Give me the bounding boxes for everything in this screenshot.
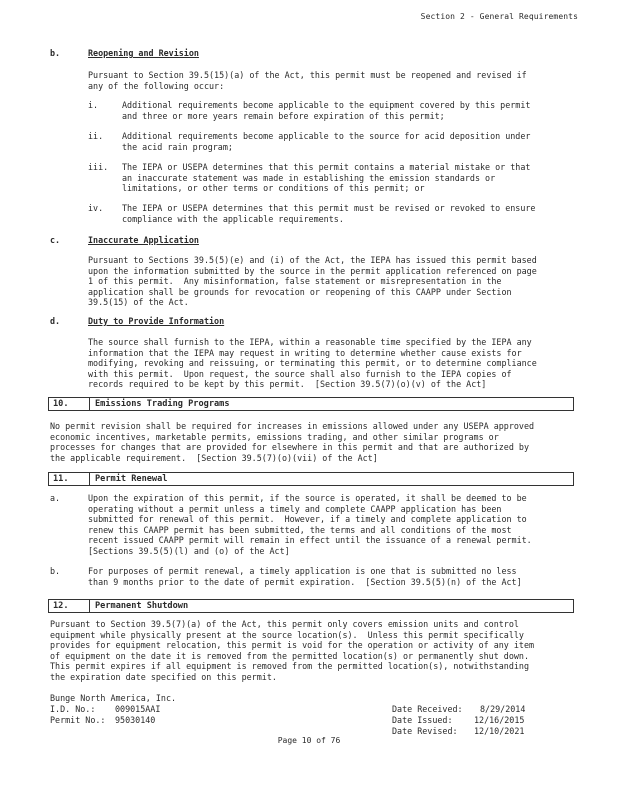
permit-number-value: 95030140 — [115, 715, 156, 725]
section-d-title: Duty to Provide Information — [88, 316, 225, 326]
section-d-body: The source shall furnish to the IEPA, within a reasonable time specified by the IEPA any information that the IEPA may request in writing to determine whether cause exists for modifying, revoking and reissuing, or terminating this permit, or to determine compliance with this permit. Upon request, the source shall also furnish to the IEPA copies of records required to be kept by this permit. [Section 39.5(7)(o)(v) of the Act] — [88, 337, 537, 390]
section-c-body: Pursuant to Sections 39.5(5)(e) and (i) of the Act, the IEPA has issued this permit based upon the information submitted by the source in the permit application referenced on page 1 of this permit. Any misinformation, false statement or misrepresentation in the application shall be grounds for revocation or reopening of this CAAPP under Section 39.5(15) of the Act. — [88, 255, 537, 308]
section-b-item-iii-num: iii. — [88, 162, 109, 172]
section-12-body: Pursuant to Section 39.5(7)(a) of the Act, this permit only covers emission units and control equipment while physically present at the source location(s). Unless this permit specifically provides for equipment relocation, this permit is void for the operation or activity of any item of equipment on the date it is removed from the permitted location(s) or permanently shut down. This permit expires if all equipment is removed from the permitted location(s), notwithstanding the expiration date specified on this permit. — [50, 619, 535, 682]
section-b-item-iv-num: iv. — [88, 203, 104, 213]
section-b-letter: b. — [50, 48, 61, 58]
company-name: Bunge North America, Inc. — [50, 693, 177, 703]
section-11-title: Permit Renewal — [95, 474, 168, 484]
date-issued-label: Date Issued: — [392, 715, 453, 725]
section-b-title: Reopening and Revision — [88, 48, 199, 58]
date-issued-value: 12/16/2015 — [474, 715, 525, 725]
section-11-item-b: For purposes of permit renewal, a timely application is one that is submitted no less than 9 months prior to the date of permit expiration. [Section 39.5(5)(n) of the Act] — [88, 566, 522, 587]
section-10-body: No permit revision shall be required for increases in emissions allowed under any USEPA approved economic incentives, marketable permits, emissions trading, and other similar programs or processes for changes that are provided for elsewhere in this permit and that are authorized by the applicable requirement. [Section 39.5(7)(o)(vii) of the Act] — [50, 421, 535, 463]
section-12-number: 12. — [53, 601, 69, 611]
date-received-label: Date Received: — [392, 704, 463, 714]
section-12-heading — [48, 599, 574, 613]
section-b-intro: Pursuant to Section 39.5(15)(a) of the Act, this permit must be reopened and revised if any of the following occur: — [88, 70, 527, 91]
section-d-letter: d. — [50, 316, 61, 326]
date-received-value: 8/29/2014 — [480, 704, 526, 714]
section-11-item-a: Upon the expiration of this permit, if the source is operated, it shall be deemed to be operating without a permit unless a timely and complete CAAPP application has been submitted for renewal of this permit. However, if a timely and complete application to renew this CAAPP permit has been submitted, the terms and all conditions of the most recent issued CAAPP permit will remain in effect until the issuance of a renewal permit. [Sections 39.5(5)(l) and (o) of the Act] — [88, 493, 532, 556]
section-c-title: Inaccurate Application — [88, 235, 199, 245]
section-11-item-a-letter: a. — [50, 493, 61, 503]
id-number-value: 009015AAI — [115, 704, 161, 714]
section-b-item-iv: The IEPA or USEPA determines that this permit must be revised or revoked to ensure compliance with the applicable requirements. — [122, 203, 536, 224]
page-header: Section 2 - General Requirements — [420, 12, 578, 21]
section-10-title: Emissions Trading Programs — [95, 399, 230, 409]
page-number: Page 10 of 76 — [277, 736, 341, 745]
section-b-item-i: Additional requirements become applicable to the equipment covered by this permit and three or more years remain before expiration of this permit; — [122, 100, 531, 121]
id-number-label: I.D. No.: — [50, 704, 96, 714]
section-10-heading — [48, 397, 574, 411]
section-c-letter: c. — [50, 235, 61, 245]
section-12-title: Permanent Shutdown — [95, 601, 189, 611]
section-b-item-i-num: i. — [88, 100, 99, 110]
section-11-heading — [48, 472, 574, 486]
date-revised-value: 12/10/2021 — [474, 726, 525, 736]
date-revised-label: Date Revised: — [392, 726, 458, 736]
permit-number-label: Permit No.: — [50, 715, 106, 725]
section-b-item-ii-num: ii. — [88, 131, 104, 141]
section-11-number: 11. — [53, 474, 69, 484]
section-b-item-ii: Additional requirements become applicable to the source for acid deposition under the acid rain program; — [122, 131, 531, 152]
section-10-number: 10. — [53, 399, 69, 409]
section-b-item-iii: The IEPA or USEPA determines that this permit contains a material mistake or that an inaccurate statement was made in establishing the emission standards or limitations, or other terms or conditions of this permit; or — [122, 162, 531, 194]
section-11-item-b-letter: b. — [50, 566, 61, 576]
